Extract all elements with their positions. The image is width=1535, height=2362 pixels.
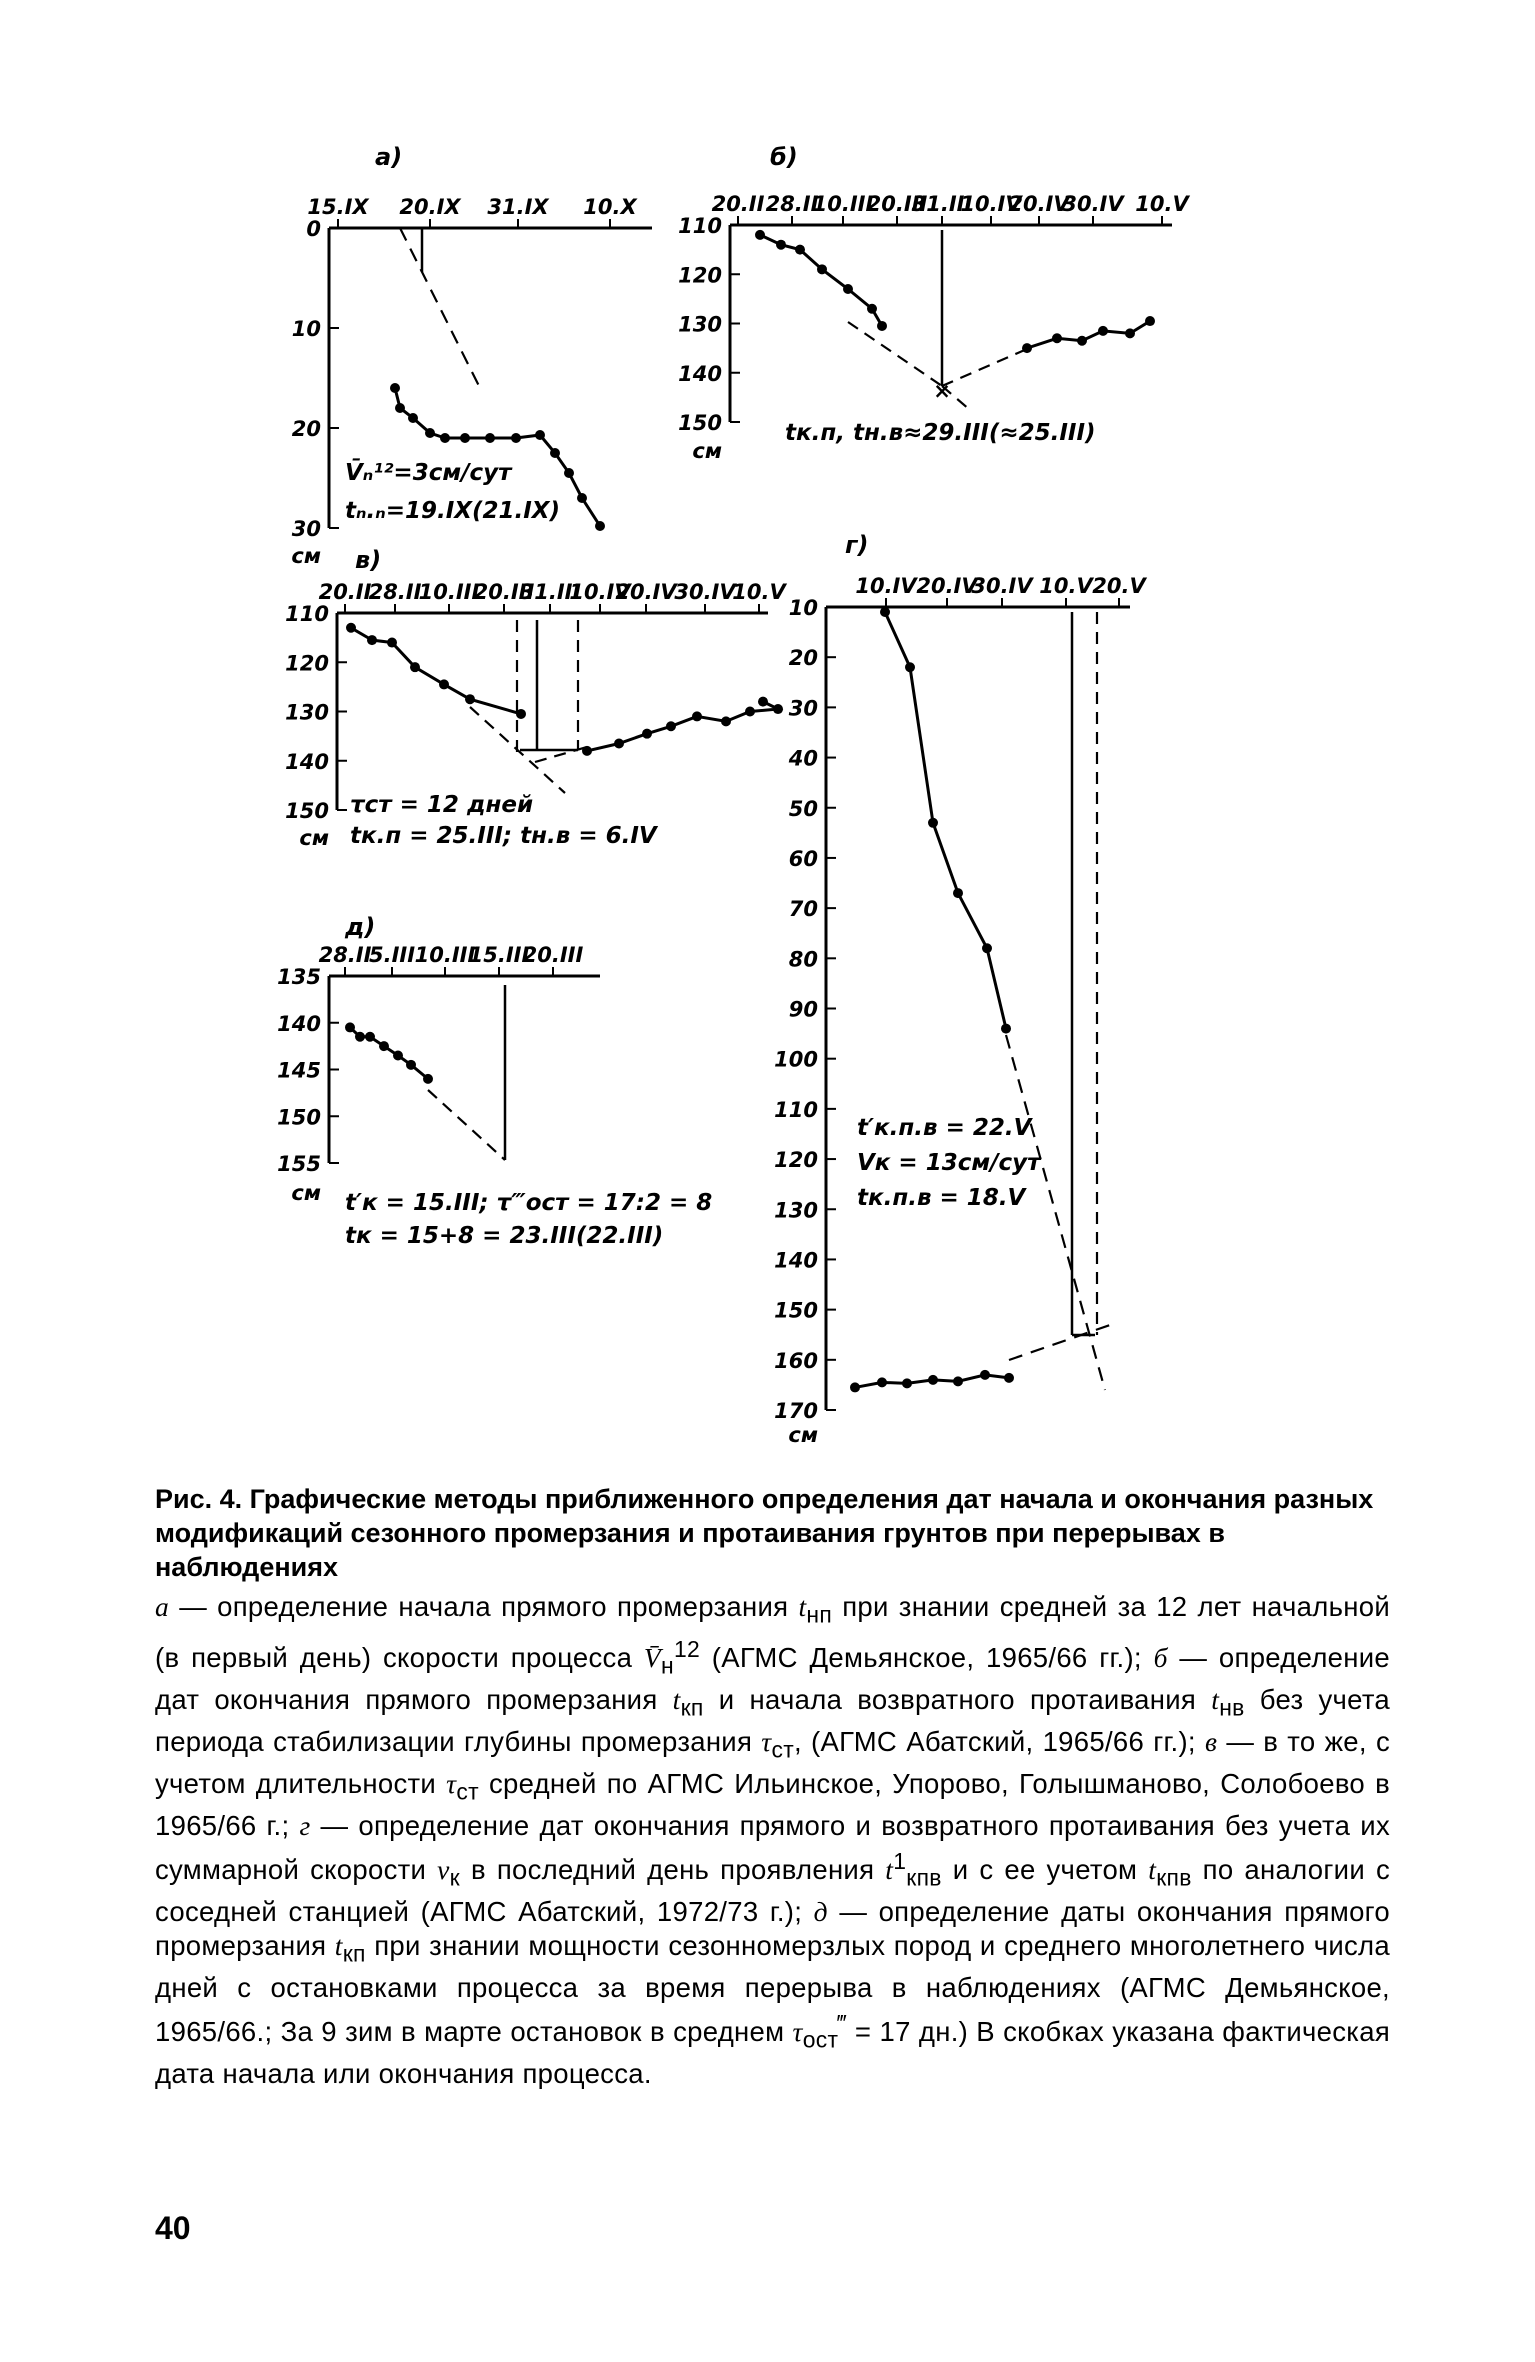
panel-2 — [678, 143, 1190, 463]
caption-seg-2: t — [798, 1591, 807, 1622]
x-tick-label: 10.IV — [960, 192, 1022, 216]
caption-seg-40: кп — [342, 1940, 366, 1967]
x-tick-label: 20.IV — [615, 580, 677, 604]
data-point — [1001, 1024, 1011, 1034]
caption-seg-41: при знании мощности сезонномерзлых пород и среднего многолетнего числа дней с остановками процесса за время перерыва в наблюдениях (АГМС Демьянское, 1965/66.; За 9 зим в марте остановок в среднем — [155, 1930, 1390, 2047]
data-point — [867, 304, 877, 314]
x-tick-label: 28.II — [765, 192, 819, 216]
panel-5 — [277, 913, 600, 1205]
y-unit-label: см — [291, 544, 321, 568]
data-point — [692, 711, 702, 721]
caption-seg-32: кпв — [906, 1864, 942, 1891]
y-tick-label: 110 — [285, 602, 329, 626]
x-tick-label: 31.III — [911, 192, 973, 216]
caption-seg-8: (АГМС Демьянское, 1965/66 гг.); — [700, 1642, 1154, 1674]
data-point — [1077, 336, 1087, 346]
caption-seg-6: н — [661, 1652, 674, 1679]
y-tick-label: 70 — [788, 897, 818, 922]
data-point — [745, 707, 755, 717]
data-point — [365, 1032, 375, 1042]
annotation-text: tк = 15+8 = 23.III(22.III) — [345, 1223, 664, 1249]
caption-seg-5: V̄ — [643, 1642, 661, 1674]
y-tick-label: 140 — [285, 749, 329, 774]
y-tick-label: 100 — [774, 1047, 818, 1072]
caption-seg-27: v — [437, 1853, 450, 1885]
y-tick-label: 120 — [678, 263, 722, 288]
x-tick-label: 20.II — [711, 192, 765, 216]
y-tick-label: 10 — [291, 317, 321, 341]
data-point — [928, 1375, 938, 1385]
data-point — [982, 943, 992, 953]
data-point — [980, 1370, 990, 1380]
intersection-mark: × — [933, 379, 951, 403]
data-point — [595, 521, 605, 531]
extrapolation-dashed-line — [400, 228, 480, 388]
caption-seg-17: τ — [761, 1726, 772, 1758]
caption-seg-45: = 17 дн.) В скобках указана фактическая дата начала или окончания процесса. — [155, 2015, 1391, 2089]
y-tick-label: 140 — [678, 361, 722, 386]
x-tick-label: 30.IV — [971, 574, 1033, 598]
caption-seg-43: ост — [802, 2026, 839, 2053]
caption-seg-3: нп — [806, 1601, 833, 1628]
data-point — [387, 638, 397, 648]
data-point — [439, 679, 449, 689]
data-point — [465, 694, 475, 704]
y-tick-label: 110 — [678, 214, 722, 238]
y-tick-label: 110 — [774, 1097, 818, 1122]
caption-seg-37: д — [813, 1895, 828, 1927]
annotation-text: tк.п, tн.в≈29.III(≈25.III) — [785, 420, 1096, 446]
data-point — [880, 607, 890, 617]
panel-label: г) — [845, 531, 869, 559]
data-point — [379, 1041, 389, 1051]
data-point — [755, 230, 765, 240]
data-point — [355, 1032, 365, 1042]
annotation-text: tₙ.ₙ=19.IX(21.IX) — [345, 498, 561, 524]
caption-seg-42: τ — [792, 2015, 803, 2047]
data-point — [843, 284, 853, 294]
data-point — [721, 716, 731, 726]
y-tick-label: 10 — [788, 596, 818, 620]
y-tick-label: 140 — [774, 1248, 818, 1273]
caption-seg-26: — определение дат окончания прямого и возвратного протаивания без учета их суммарной скорости — [155, 1810, 1390, 1885]
x-tick-label: 10.III — [812, 192, 874, 216]
caption-seg-25: г — [299, 1810, 311, 1842]
caption-seg-24: средней по АГМС Ильинское, Упорово, Голышманово, Солобоево в 1965/66 г.; — [155, 1768, 1390, 1842]
x-tick-label: 31.IX — [487, 195, 549, 219]
caption-seg-29: в последний день проявления — [460, 1853, 886, 1885]
data-point — [877, 1377, 887, 1387]
x-tick-label: 5.III — [368, 943, 416, 967]
data-point — [425, 428, 435, 438]
data-point — [1145, 316, 1155, 326]
y-tick-label: 50 — [788, 796, 818, 821]
y-tick-label: 130 — [285, 700, 329, 725]
data-point — [902, 1378, 912, 1388]
data-point — [928, 818, 938, 828]
data-point — [953, 888, 963, 898]
caption-seg-23: ст — [456, 1778, 479, 1805]
data-point — [550, 448, 560, 458]
data-point — [346, 623, 356, 633]
data-point — [666, 721, 676, 731]
caption-seg-12: кп — [680, 1694, 704, 1721]
data-point — [393, 1050, 403, 1060]
y-tick-label: 0 — [306, 217, 321, 241]
x-tick-label: 20.IV — [1008, 192, 1070, 216]
y-tick-label: 170 — [774, 1399, 818, 1423]
caption-seg-11: t — [672, 1684, 681, 1716]
y-tick-label: 30 — [788, 696, 818, 721]
y-tick-label: 150 — [285, 799, 329, 823]
x-tick-label: 10.V — [732, 580, 786, 604]
x-tick-label: 10.III — [418, 580, 480, 604]
caption-seg-9: б — [1153, 1642, 1168, 1674]
x-tick-label: 20.IX — [399, 195, 461, 219]
y-tick-label: 160 — [774, 1348, 818, 1373]
y-tick-label: 20 — [788, 646, 818, 671]
data-point — [410, 662, 420, 672]
x-tick-label: 10.III — [414, 943, 476, 967]
caption-seg-44: ‴ — [838, 2009, 847, 2036]
caption-seg-31: 1 — [893, 1847, 907, 1874]
panel-4 — [774, 531, 1147, 1447]
caption-seg-30: t — [885, 1853, 894, 1885]
x-tick-label: 15.III — [468, 943, 530, 967]
y-tick-label: 90 — [788, 997, 818, 1022]
y-tick-label: 140 — [277, 1011, 321, 1036]
data-point — [485, 433, 495, 443]
x-tick-label: 10.V — [1135, 192, 1189, 216]
data-point — [406, 1060, 416, 1070]
data-point — [390, 383, 400, 393]
data-point — [795, 245, 805, 255]
x-tick-label: 28.II — [368, 580, 422, 604]
y-tick-label: 150 — [678, 411, 722, 435]
x-tick-label: 31.III — [519, 580, 581, 604]
caption-seg-38: — определение даты окончания прямого промерзания — [155, 1895, 1390, 1962]
extrapolation-dashed-line — [428, 1090, 505, 1160]
data-point — [1004, 1373, 1014, 1383]
panel-label: а) — [375, 143, 403, 171]
x-tick-label: 10.IV — [569, 580, 631, 604]
y-tick-label: 145 — [277, 1058, 321, 1083]
y-tick-label: 150 — [774, 1298, 818, 1323]
data-point — [614, 739, 624, 749]
y-tick-label: 30 — [291, 517, 321, 541]
caption-seg-22: τ — [446, 1768, 457, 1800]
caption-seg-39: t — [334, 1930, 343, 1962]
x-tick-label: 20.III — [522, 943, 584, 967]
data-point — [423, 1074, 433, 1084]
annotation-text: tк.п.в = 18.V — [857, 1185, 1026, 1211]
caption-seg-0: а — [155, 1591, 170, 1622]
caption-seg-18: ст — [771, 1736, 794, 1763]
x-tick-label: 10.X — [583, 195, 637, 219]
caption-seg-33: и с ее учетом — [941, 1853, 1149, 1885]
y-tick-label: 150 — [277, 1105, 321, 1130]
data-point — [395, 403, 405, 413]
caption-seg-28: к — [449, 1864, 460, 1891]
data-point — [440, 433, 450, 443]
caption-seg-4: при знании средней за 12 лет начальной (в первый день) скорости процесса — [155, 1591, 1390, 1674]
data-point — [1052, 333, 1062, 343]
data-point — [817, 264, 827, 274]
data-point — [1125, 328, 1135, 338]
caption-seg-21: — в то же, с учетом длительности — [155, 1726, 1390, 1800]
panel-label: в) — [355, 546, 382, 574]
x-tick-label: 20.II — [318, 580, 372, 604]
data-point — [367, 635, 377, 645]
y-unit-label: см — [299, 826, 329, 850]
data-point — [758, 697, 768, 707]
caption-seg-14: t — [1211, 1684, 1220, 1716]
extrapolation-dashed-line — [942, 349, 1027, 386]
data-point — [535, 430, 545, 440]
series-line-upper — [885, 612, 1006, 1029]
y-tick-label: 135 — [277, 965, 321, 989]
y-tick-label: 80 — [788, 947, 818, 972]
annotation-text: Vк = 13см/сут — [857, 1150, 1041, 1176]
y-unit-label: см — [788, 1423, 818, 1447]
caption-seg-34: t — [1148, 1853, 1157, 1885]
panel-label: б) — [770, 143, 798, 171]
data-point — [773, 704, 783, 714]
y-tick-label: 20 — [291, 417, 321, 441]
data-point — [511, 433, 521, 443]
x-tick-label: 28.II — [318, 943, 372, 967]
caption-seg-10: — определение дат окончания прямого промерзания — [155, 1642, 1390, 1716]
y-tick-label: 60 — [788, 846, 818, 871]
y-tick-label: 155 — [277, 1152, 321, 1176]
data-point — [953, 1376, 963, 1386]
page-number: 40 — [155, 2210, 191, 2246]
y-unit-label: см — [291, 1181, 321, 1205]
extrapolation-dashed-line — [1006, 1035, 1105, 1390]
x-tick-label: 20.III — [473, 580, 535, 604]
caption-seg-16: без учета периода стабилизации глубины промерзания — [155, 1684, 1391, 1758]
data-point — [564, 468, 574, 478]
caption-title: Рис. 4. Графические методы приближенного определения дат начала и окончания разных модификаций сезонного промерзания и протаивания грунтов при перерывах в наблюдениях — [155, 1484, 1374, 1582]
caption-seg-20: в — [1204, 1726, 1218, 1758]
y-tick-label: 40 — [788, 746, 818, 771]
data-point — [776, 240, 786, 250]
annotation-text: t′к.п.в = 22.V — [857, 1115, 1032, 1141]
y-unit-label: см — [692, 439, 722, 463]
x-tick-label: 20.V — [1092, 574, 1146, 598]
panel-label: д) — [345, 913, 376, 941]
caption-seg-35: кпв — [1156, 1864, 1192, 1891]
data-point — [345, 1022, 355, 1032]
y-tick-label: 120 — [285, 651, 329, 676]
caption-seg-13: и начала возвратного протаивания — [703, 1684, 1212, 1716]
y-tick-label: 120 — [774, 1148, 818, 1173]
data-point — [850, 1382, 860, 1392]
caption-seg-1: — определение начала прямого промерзания — [169, 1591, 799, 1622]
data-point — [408, 413, 418, 423]
data-point — [905, 662, 915, 672]
y-tick-label: 130 — [678, 312, 722, 337]
annotation-text: τст = 12 дней — [350, 792, 534, 818]
extrapolation-dashed-line — [848, 322, 942, 386]
y-tick-label: 130 — [774, 1198, 818, 1223]
data-point — [577, 493, 587, 503]
x-tick-label: 20.IV — [916, 574, 978, 598]
x-tick-label: 30.IV — [674, 580, 736, 604]
data-point — [877, 321, 887, 331]
annotation-text: t′к = 15.III; τ‴ост = 17:2 = 8 — [345, 1190, 713, 1216]
x-tick-label: 30.IV — [1062, 192, 1124, 216]
data-point — [460, 433, 470, 443]
data-point — [642, 729, 652, 739]
data-point — [1098, 326, 1108, 336]
caption-body — [155, 1590, 1390, 2091]
x-tick-label: 10.V — [1039, 574, 1093, 598]
figure-caption — [155, 1482, 1390, 2091]
x-tick-label: 10.IV — [855, 574, 917, 598]
caption-seg-19: , (АГМС Абатский, 1965/66 гг.); — [793, 1726, 1205, 1758]
x-tick-label: 15.IX — [307, 195, 369, 219]
caption-seg-7: 12 — [673, 1636, 701, 1662]
annotation-text: tк.п = 25.III; tн.в = 6.IV — [350, 823, 657, 849]
annotation-text: V̄ₙ¹²=3см/сут — [345, 460, 512, 486]
caption-seg-36: по аналогии с соседней станцией (АГМС Абатский, 1972/73 г.); — [155, 1853, 1390, 1927]
x-tick-label: 20.III — [866, 192, 928, 216]
caption-seg-15: нв — [1219, 1694, 1245, 1721]
